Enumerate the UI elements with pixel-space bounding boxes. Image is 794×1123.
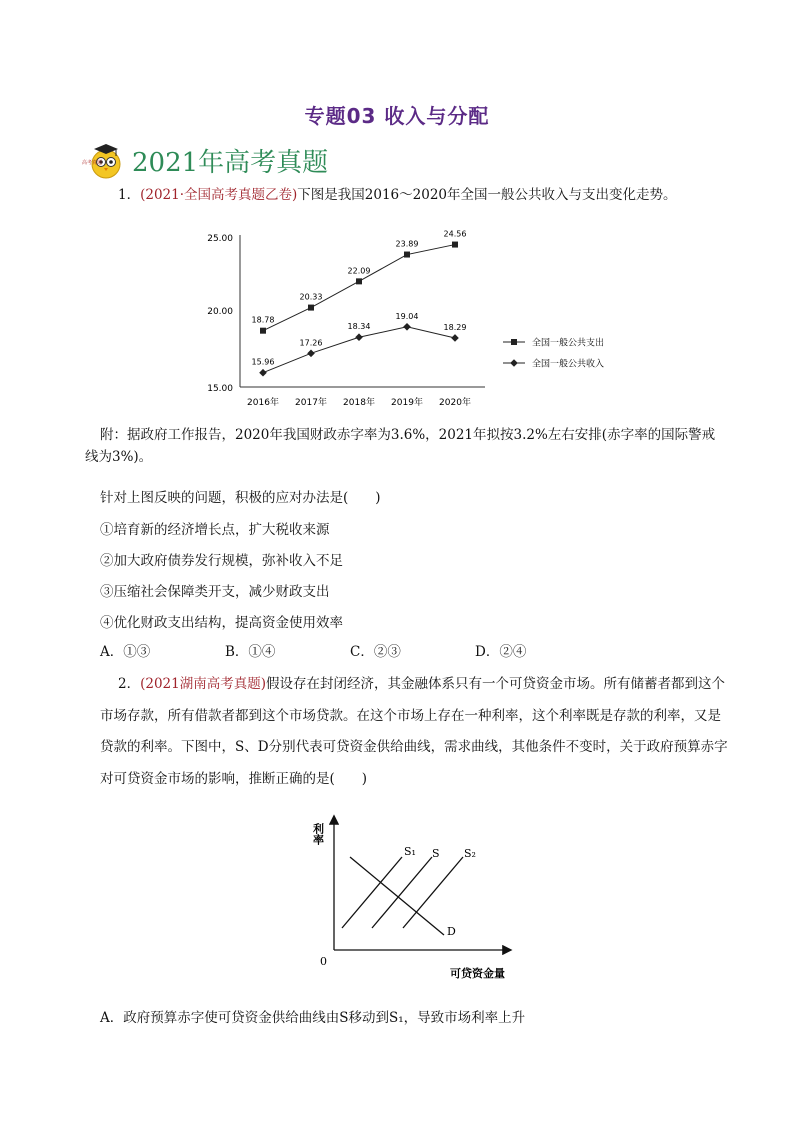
legend-label: 全国一般公共支出 <box>532 338 605 349</box>
data-label: 20.33 <box>299 292 323 302</box>
legend-marker <box>510 359 518 367</box>
q1-number: 1． <box>118 187 141 203</box>
loanable-funds-diagram <box>300 805 530 990</box>
data-point <box>452 242 458 248</box>
q1-item-2: ②加大政府债券发行规模，弥补收入不足 <box>100 553 343 569</box>
data-point <box>307 350 315 358</box>
q1-option-c[interactable]: C．②③ <box>350 644 401 660</box>
page-title: 专题03 收入与分配 <box>304 104 490 128</box>
y-tick-label: 20.00 <box>207 307 233 317</box>
q1-note-line1: 附：据政府工作报告，2020年我国财政赤字率为3.6%，2021年拟按3.2%左右安排(赤字率的国际警戒 <box>100 427 716 443</box>
data-label: 17.26 <box>299 338 323 348</box>
q2-line1 <box>118 672 725 692</box>
x-tick-label: 2017年 <box>295 398 327 408</box>
q2-line1-text: 假设存在封闭经济，其金融体系只有一个可贷资金市场。所有储蓄者都到这个 <box>265 676 725 692</box>
q1-item-1: ①培育新的经济增长点，扩大税收来源 <box>100 522 330 538</box>
y-axis-label: 利率 <box>311 823 325 845</box>
data-point <box>404 252 410 258</box>
data-point <box>355 333 363 341</box>
owl-logo-icon <box>80 140 124 180</box>
q2-line3: 贷款的利率。下图中，S、D分别代表可贷资金供给曲线，需求曲线，其他条件不变时，关于政府预算赤字 <box>100 739 728 755</box>
data-label: 23.89 <box>395 239 419 249</box>
q1-stem-text: 下图是我国2016～2020年全国一般公共收入与支出变化走势。 <box>297 187 677 203</box>
q1-option-a[interactable]: A．①③ <box>100 644 151 660</box>
logo-text: 高考真题 <box>82 160 103 166</box>
q2-line4: 对可贷资金市场的影响，推断正确的是( ) <box>100 771 368 787</box>
data-label: 18.29 <box>443 322 467 332</box>
data-point <box>308 305 314 311</box>
data-point <box>259 369 267 377</box>
q1-item-4: ④优化财政支出结构，提高资金使用效率 <box>100 615 343 631</box>
y-tick-label: 15.00 <box>207 384 233 394</box>
legend-label: 全国一般公共收入 <box>532 359 605 370</box>
data-label: 15.96 <box>251 357 275 367</box>
origin-label: 0 <box>320 955 327 968</box>
q2-line2: 市场存款，所有借款者都到这个市场贷款。在这个市场上存在一种利率，这个利率既是存款的利率，又是 <box>100 708 721 724</box>
x-tick-label: 2016年 <box>247 398 279 408</box>
data-label: 19.04 <box>395 311 419 321</box>
x-tick-label: 2020年 <box>439 398 471 408</box>
y-tick-label: 25.00 <box>207 234 233 244</box>
legend-marker <box>511 339 517 345</box>
label-d: D <box>447 925 456 938</box>
q1-note <box>85 424 720 468</box>
q1-note-line2: 线为3%)。 <box>85 449 153 465</box>
section-title: 2021年高考真题 <box>132 147 329 178</box>
label-s1: S₁ <box>404 845 416 858</box>
fiscal-line-chart <box>195 220 635 415</box>
q2-option-a[interactable]: A．政府预算赤字使可贷资金供给曲线由S移动到S₁，导致市场利率上升 <box>100 1010 526 1026</box>
q1-source: (2021·全国高考真题乙卷) <box>140 187 298 203</box>
data-label: 18.78 <box>251 315 275 325</box>
q1-option-b[interactable]: B．①④ <box>225 644 276 660</box>
data-label: 22.09 <box>347 266 371 276</box>
q2-source: (2021湖南高考真题) <box>140 676 266 692</box>
supply-curve-s2 <box>403 857 463 928</box>
data-point <box>403 323 411 331</box>
data-point <box>451 334 459 342</box>
x-tick-label: 2019年 <box>391 398 423 408</box>
series-line <box>263 245 455 331</box>
section-header <box>80 140 328 180</box>
label-s: S <box>432 847 440 860</box>
q1-options <box>100 640 600 660</box>
x-axis-label: 可贷资金量 <box>450 967 505 980</box>
q1-stem <box>118 180 677 210</box>
q1-option-d[interactable]: D．②④ <box>475 644 527 660</box>
x-tick-label: 2018年 <box>343 398 375 408</box>
q1-item-3: ③压缩社会保障类开支，减少财政支出 <box>100 584 330 600</box>
data-point <box>260 328 266 334</box>
label-s2: S₂ <box>464 847 476 860</box>
q1-question: 针对上图反映的问题，积极的应对办法是( ) <box>100 490 381 506</box>
data-label: 18.34 <box>347 322 371 332</box>
data-label: 24.56 <box>443 229 467 239</box>
data-point <box>356 278 362 284</box>
q2-number: 2． <box>118 676 141 692</box>
